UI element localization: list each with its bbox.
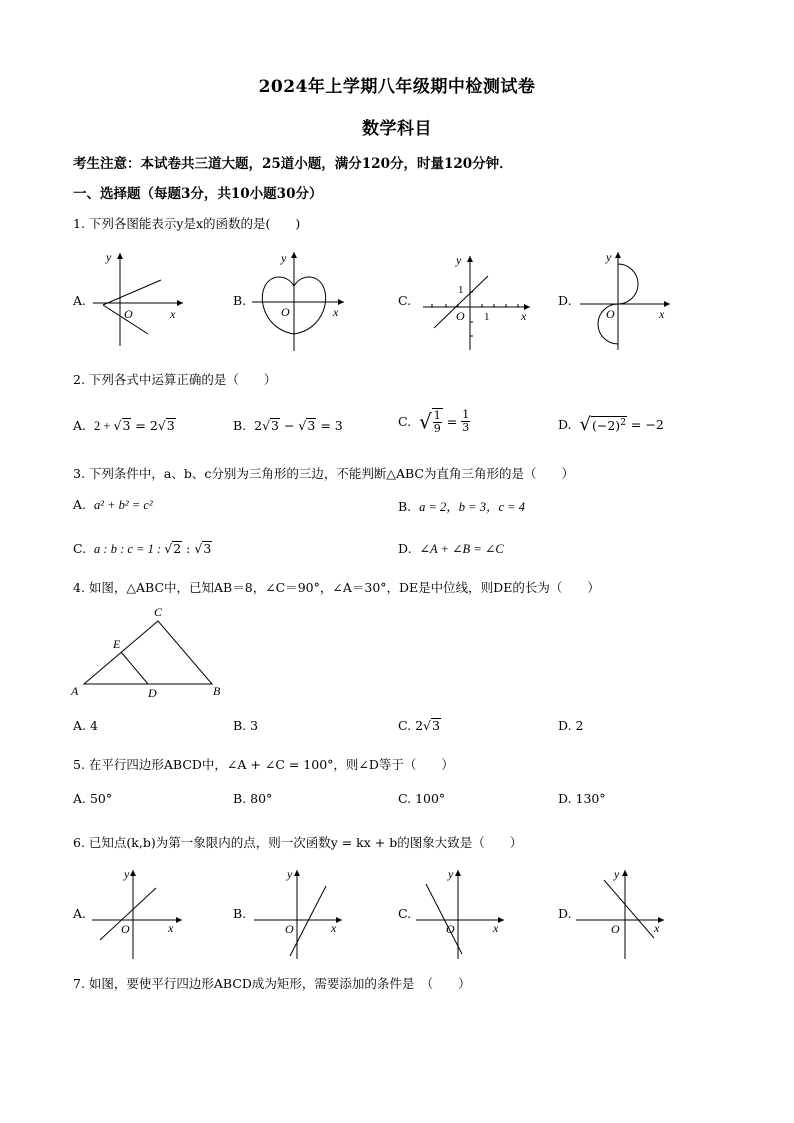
q6-option-c-label: C.	[398, 906, 412, 921]
q1-option-a-label: A.	[73, 293, 87, 308]
q3d-text: ∠A + ∠B = ∠C	[419, 542, 504, 556]
q4-label-b: B	[213, 684, 221, 698]
question-6-stem: 6. 已知点(k,b)为第一象限内的点，则一次函数y = kx + b的图象大致是（ ）	[73, 835, 523, 850]
q3-option-d	[398, 541, 504, 557]
q4-option-d: D. 2	[558, 718, 584, 733]
q2c-eq: =	[442, 414, 462, 430]
q4-option-a: A. 4	[73, 718, 98, 733]
q2-option-d-label: D.	[558, 417, 572, 432]
q4-label-e: E	[113, 637, 121, 651]
q2d-inner: (−2)	[592, 418, 621, 434]
q1b-y-label: y	[281, 251, 287, 265]
q6d-origin-label: O	[611, 922, 620, 936]
q2d-exp: 2	[620, 418, 626, 429]
exam-subject: 数学科目	[362, 119, 432, 139]
q1-option-b-label: B.	[233, 293, 247, 308]
q2a-rad2: 3	[166, 418, 175, 433]
q5-option-c: C. 100°	[398, 791, 446, 806]
q1d-y-label: y	[606, 250, 612, 264]
q2-option-c-label: C.	[398, 414, 412, 430]
q3b-text: a = 2，b = 3，c = 4	[419, 500, 525, 514]
q1c-x-one-label: 1	[484, 311, 490, 323]
q3-option-c: C. a : b : c = 1 : √2 : √3	[73, 541, 212, 556]
q3a-text: a² + b² = c²	[93, 498, 153, 512]
q1c-origin-label: O	[456, 309, 465, 323]
exam-notice: 考生注意：本试卷共三道大题，25道小题，满分120分，时量120分钟．	[73, 156, 513, 172]
q1d-x-label: x	[659, 307, 665, 321]
q3c-mid: :	[182, 541, 195, 556]
q5-option-d: D. 130°	[558, 791, 606, 806]
q1c-y-one-label: 1	[458, 284, 464, 296]
q1a-x-label: x	[170, 307, 176, 321]
q2-option-b: B. 2√3 − √3 = 3	[233, 418, 343, 433]
q3-option-b	[398, 497, 525, 515]
section-heading: 一、选择题（每题3分，共10小题30分）	[73, 186, 323, 202]
q6-graph-a	[90, 866, 185, 961]
q2c-den2: 3	[462, 421, 470, 435]
question-1-stem: 1. 下列各图能表示y是x的函数的是( )	[73, 216, 301, 231]
q3-option-a	[73, 497, 153, 513]
q2d-post: = −2	[626, 417, 664, 432]
q3-option-d-label: D.	[398, 541, 412, 556]
q6-graph-c	[414, 866, 509, 961]
q4-label-a: A	[71, 684, 79, 698]
q2b-pre: 2	[254, 418, 263, 433]
q2-option-c: C. √ $\frac{1}{9}$ = $\frac{1}{3}$	[398, 408, 470, 436]
question-5-stem: 5. 在平行四边形ABCD中，∠A + ∠C = 100°，则∠D等于（ ）	[73, 757, 454, 772]
q4c-pre: C. 2	[398, 718, 424, 733]
q2a-mid: = 2	[131, 418, 158, 433]
q6d-y-label: y	[614, 867, 620, 881]
q6-graph-d	[574, 866, 669, 961]
q3-option-b-label: B.	[398, 499, 412, 514]
q2c-den: 9	[433, 422, 441, 436]
q1c-y-label: y	[456, 253, 462, 267]
q5-option-a: A. 50°	[73, 791, 113, 806]
q2b-rad: 3	[271, 418, 279, 433]
q1-graph-c	[418, 252, 533, 352]
q6a-y-label: y	[124, 867, 130, 881]
question-3-stem: 3. 下列条件中，a、b、c分别为三角形的三边，不能判断△ABC为直角三角形的是（ ）	[73, 466, 574, 481]
q1-option-d-label: D.	[558, 293, 572, 308]
q3-option-a-label: A.	[73, 497, 87, 512]
q4-label-c: C	[154, 605, 163, 619]
q1-graph-b	[247, 248, 347, 353]
q2b-post: = 3	[316, 418, 343, 433]
q1d-origin-label: O	[606, 307, 615, 321]
q4-label-d: D	[148, 686, 157, 700]
q3c-pre: a : b : c = 1 :	[94, 542, 165, 556]
q6a-origin-label: O	[121, 922, 130, 936]
q4-option-b: B. 3	[233, 718, 259, 733]
q1-option-c-label: C.	[398, 293, 412, 308]
q1a-y-label: y	[106, 250, 112, 264]
q6c-x-label: x	[493, 921, 499, 935]
q2a-rad: 3	[122, 418, 131, 433]
q2-option-b-label: B.	[233, 418, 247, 433]
q6a-x-label: x	[168, 921, 174, 935]
q1-graph-d	[576, 248, 676, 353]
q4-option-c: C. 2√3	[398, 718, 440, 733]
question-7-stem: 7. 如图，要使平行四边形ABCD成为矩形，需要添加的条件是 （ ）	[73, 976, 471, 991]
q6b-y-label: y	[287, 867, 293, 881]
q3c-rad2: 3	[203, 541, 212, 556]
q4c-rad: 3	[432, 718, 440, 733]
exam-title: 2024年上学期八年级期中检测试卷	[258, 77, 536, 97]
q2-option-a-label: A.	[73, 418, 87, 433]
q6c-origin-label: O	[446, 922, 455, 936]
q6b-origin-label: O	[285, 922, 294, 936]
q3-option-c-label: C.	[73, 541, 87, 556]
q5-option-b: B. 80°	[233, 791, 273, 806]
q2-option-a: A. 2 + √3 = 2√3	[73, 418, 175, 433]
q3c-rad: 2	[173, 541, 182, 556]
q1a-origin-label: O	[124, 307, 133, 321]
q6c-y-label: y	[448, 867, 454, 881]
q2c-num2: 1	[462, 408, 470, 421]
q2b-rad2: 3	[307, 418, 316, 433]
q6-option-a-label: A.	[73, 906, 87, 921]
q6-option-b-label: B.	[233, 906, 247, 921]
q4-triangle-figure	[66, 602, 236, 702]
question-4-stem: 4. 如图，△ABC中，已知AB＝8，∠C＝90°，∠A＝30°，DE是中位线，则DE的长为（ ）	[73, 580, 600, 595]
q2-option-d: D. $√(-2)^2 = -2$	[558, 414, 664, 435]
q2c-num: 1	[433, 409, 441, 422]
q6b-x-label: x	[331, 921, 337, 935]
question-2-stem: 2. 下列各式中运算正确的是（ ）	[73, 372, 277, 387]
q6d-x-label: x	[654, 921, 660, 935]
q6-option-d-label: D.	[558, 906, 572, 921]
q1-graph-a	[88, 248, 188, 348]
q1b-x-label: x	[333, 305, 339, 319]
q2b-mid: −	[280, 418, 299, 433]
q2a-pre: 2 +	[93, 419, 114, 433]
q1b-origin-label: O	[281, 305, 290, 319]
q1c-x-label: x	[521, 309, 527, 323]
q6-graph-b	[252, 866, 347, 961]
